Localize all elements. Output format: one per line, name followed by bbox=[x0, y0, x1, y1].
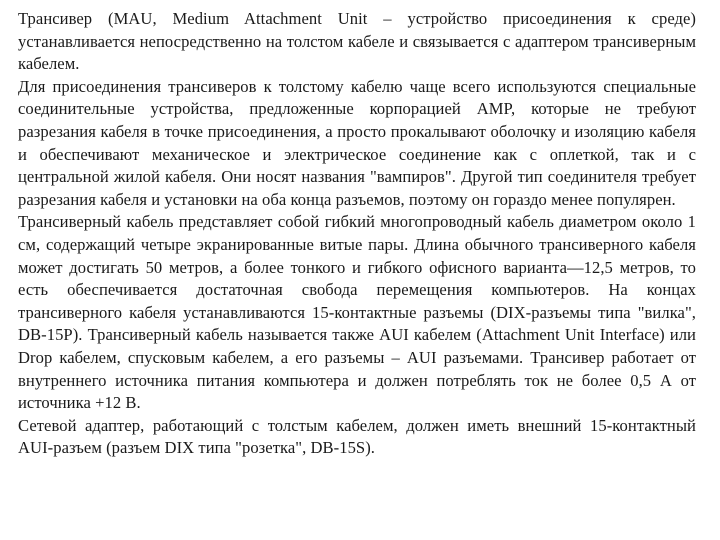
paragraph-transceiver-intro: Трансивер (MAU, Medium Attachment Unit – устройство присоединения к среде) устанавливается непосредственно на толстом кабеле и связывается с адаптером трансиверным кабелем. bbox=[18, 9, 696, 74]
paragraph-network-adapter: Сетевой адаптер, работающий с толстым кабелем, должен иметь внешний 15-контактный AUI-разъем (разъем DIX типа "розетка", DB-15S). bbox=[18, 415, 696, 458]
paragraph-connectors-vampires: Для присоединения трансиверов к толстому кабелю чаще всего используются специальные соединительные устройства, предложенные корпорацией AMP, которые не требуют разрезания кабеля в точке присоединения, а просто прокалывают оболочку и изоляцию кабеля и обеспечивают механическое и электрическое соединение как с оплеткой, так и с центральной жилой кабеля. Они носят названия "вампиров". Другой тип соединителя требует разрезания кабеля и установки на оба конца разъемов, поэтому он гораздо менее популярен. bbox=[18, 76, 696, 209]
paragraph-transceiver-cable: Трансиверный кабель представляет собой гибкий многопроводный кабель диаметром около 1 см, содержащий четыре экранированные витые пары. Длина обычного трансиверного кабеля может достигать 50 метров, а более тонкого и гибкого офисного варианта—12,5 метров, то есть обеспечивается достаточная свобода перемещения компьютеров. На концах трансиверного кабеля устанавливаются 15-контактные разъемы (DIX-разъемы типа "вилка", DB-15P). Трансиверный кабель называется также AUI кабелем (Attachment Unit Interface) или Drop кабелем, спусковым кабелем, а его разъемы – AUI разъемами. Трансивер работает от внутреннего источника питания компьютера и должен потреблять ток не более 0,5 А от источника +12 В. bbox=[18, 212, 696, 413]
document-body bbox=[18, 8, 696, 460]
